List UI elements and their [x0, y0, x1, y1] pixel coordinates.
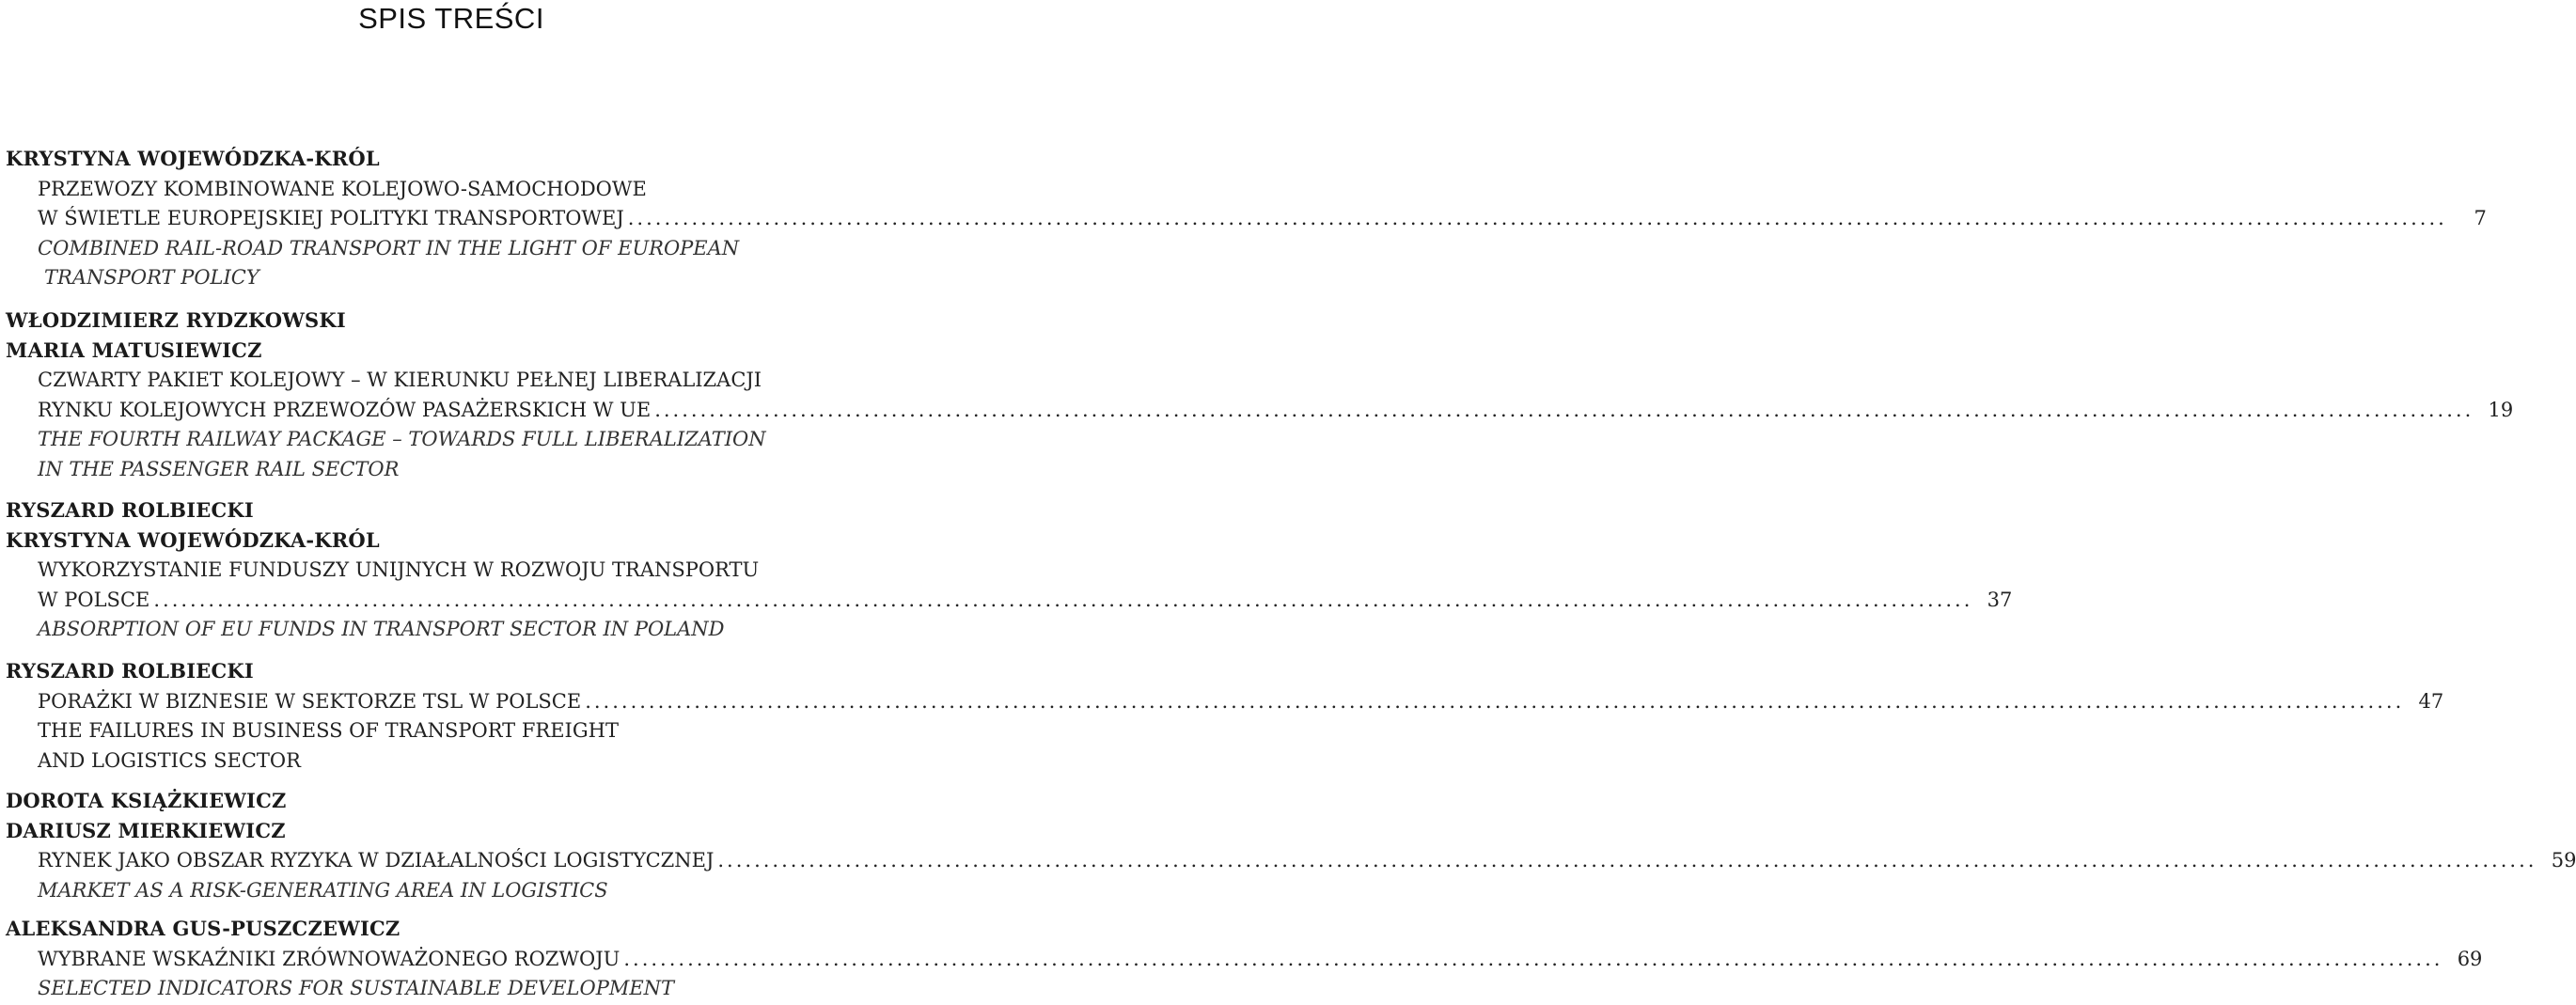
entry-author: RYSZARD ROLBIECKI	[6, 659, 254, 683]
entry-title-en: COMBINED RAIL-ROAD TRANSPORT IN THE LIGHT OF EUROPEAN	[38, 236, 740, 259]
entry-title-pl	[38, 585, 2013, 615]
dot-leader: ........................................................................................................................................................................................................	[654, 398, 2474, 421]
dot-leader: ........................................................................................................................................................................................................	[717, 849, 2537, 872]
dot-leader: ........................................................................................................................................................................................................	[627, 207, 2447, 229]
title-text: RYNKU KOLEJOWYCH PRZEWOZÓW PASAŻERSKICH W UE	[38, 398, 652, 421]
title-text: W POLSCE	[38, 588, 150, 611]
title-text: W ŚWIETLE EUROPEJSKIEJ POLITYKI TRANSPORTOWEJ	[38, 207, 624, 229]
entry-title-pl	[38, 845, 2576, 875]
page-number: 19	[2488, 398, 2514, 421]
entry-title-en: THE FAILURES IN BUSINESS OF TRANSPORT FREIGHT	[38, 719, 619, 742]
entry-author: RYSZARD ROLBIECKI	[6, 498, 254, 522]
entry-author: DARIUSZ MIERKIEWICZ	[6, 818, 286, 842]
title-text: WYBRANE WSKAŹNIKI ZRÓWNOWAŻONEGO ROZWOJU	[38, 947, 620, 970]
entry-title-pl	[38, 944, 2483, 974]
entry-author: ALEKSANDRA GUS-PUSZCZEWICZ	[6, 917, 401, 940]
entry-author: KRYSTYNA WOJEWÓDZKA-KRÓL	[6, 147, 380, 170]
dot-leader: ........................................................................................................................................................................................................	[153, 588, 1973, 611]
entry-author: MARIA MATUSIEWICZ	[6, 338, 262, 362]
entry-author: DOROTA KSIĄŻKIEWICZ	[6, 789, 287, 812]
entry-title-en: IN THE PASSENGER RAIL SECTOR	[38, 457, 400, 480]
entry-title-pl: WYKORZYSTANIE FUNDUSZY UNIJNYCH W ROZWOJU TRANSPORTU	[38, 558, 760, 581]
entry-title-en: AND LOGISTICS SECTOR	[38, 748, 301, 772]
entry-title-en: MARKET AS A RISK-GENERATING AREA IN LOGISTICS	[38, 878, 608, 902]
entry-author: KRYSTYNA WOJEWÓDZKA-KRÓL	[6, 527, 380, 552]
page-number: 69	[2457, 947, 2483, 970]
title-text: PORAŻKI W BIZNESIE W SEKTORZE TSL W POLSCE	[38, 689, 582, 713]
page-number: 59	[2551, 849, 2576, 872]
dot-leader: ........................................................................................................................................................................................................	[623, 947, 2443, 970]
page-number: 37	[1987, 588, 2013, 611]
entry-title-pl: CZWARTY PAKIET KOLEJOWY – W KIERUNKU PEŁNEJ LIBERALIZACJI	[38, 369, 762, 391]
entry-title-pl	[38, 203, 2487, 233]
entry-title-pl	[38, 395, 2514, 425]
entry-title-pl	[38, 686, 2444, 716]
entry-author: WŁODZIMIERZ RYDZKOWSKI	[6, 308, 346, 332]
page-title: SPIS TREŚCI	[358, 2, 544, 35]
entry-title-pl: PRZEWOZY KOMBINOWANE KOLEJOWO-SAMOCHODOWE	[38, 177, 647, 200]
dot-leader: ........................................................................................................................................................................................................	[585, 689, 2405, 713]
title-text: RYNEK JAKO OBSZAR RYZYKA W DZIAŁALNOŚCI LOGISTYCZNEJ	[38, 849, 715, 872]
entry-title-en: TRANSPORT POLICY	[44, 266, 259, 289]
entry-title-en: SELECTED INDICATORS FOR SUSTAINABLE DEVELOPMENT	[38, 977, 675, 999]
entry-title-en: THE FOURTH RAILWAY PACKAGE – TOWARDS FULL LIBERALIZATION	[38, 428, 766, 450]
page-number: 7	[2474, 207, 2487, 229]
page-number: 47	[2418, 689, 2444, 713]
entry-title-en: ABSORPTION OF EU FUNDS IN TRANSPORT SECTOR IN POLAND	[38, 618, 725, 640]
